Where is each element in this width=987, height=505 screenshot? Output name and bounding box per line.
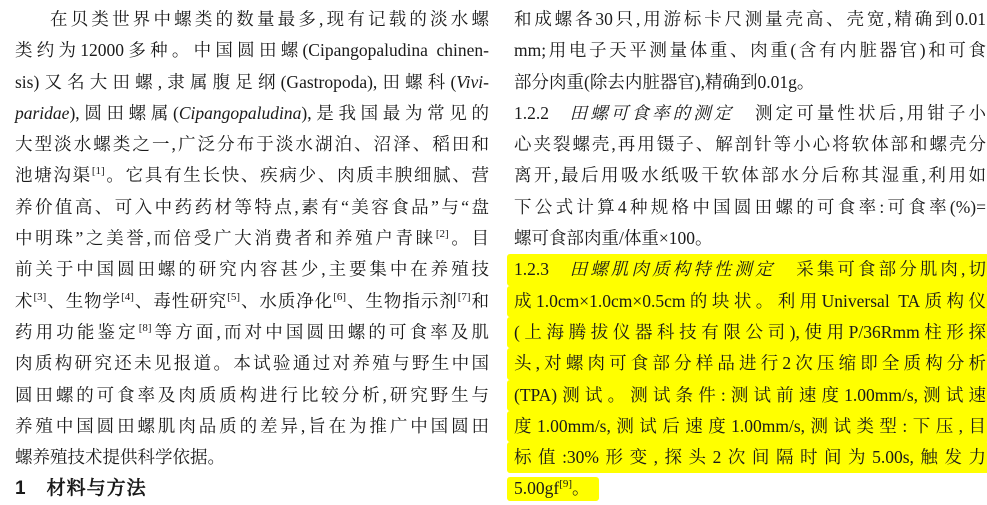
citation-ref: [8] [138,321,152,334]
text-line [514,473,986,504]
text-segment: (TPA)测试。测试条件:测试前速度1.00mm/s,测试速 [514,384,986,405]
highlighted-text [507,477,599,501]
text-line [15,317,489,348]
text-segment: 下公式计算4种规格中国圆田螺的可食率:可食率(%)= [514,196,986,217]
text-segment: 。 [572,478,590,499]
text-segment: 、生物指示剂 [346,290,458,311]
text-line [507,380,987,411]
citation-ref: [1] [91,165,105,178]
text-line [514,129,986,160]
text-segment: 部分肉重(除去内脏器官),精确到0.01g。 [514,71,815,92]
citation-ref: [3] [33,290,47,303]
text-segment: 1.2.3 [514,259,567,280]
text-segment: 采集可食部分肌肉,切 [775,259,987,280]
citation-ref: [5] [227,290,240,303]
text-segment: 术 [15,290,34,311]
text-segment: 大型淡水螺类之一,广泛分布于淡水湖泊、沼泽、稻田和 [15,134,489,155]
text-line [514,35,986,66]
text-segment: 螺可食部肉重/体重×100。 [514,228,713,249]
text-segment: 。目 [448,228,489,249]
text-line [507,411,987,442]
text-segment: 标值:30%形变,探头2次间隔时间为5.00s,触发力 [514,447,986,468]
text-segment: 心夹裂螺壳,再用镊子、解剖针等小心将软体部和螺壳分 [514,134,986,155]
text-segment: 肉质构研究还未见报道。本试验通过对养殖与野生中国 [15,353,489,374]
text-segment: 度1.00mm/s,测试后速度1.00mm/s,测试类型:下压,目 [514,415,986,436]
section-heading [15,473,489,504]
citation-ref: [2] [435,228,449,241]
citation-ref: [7] [457,290,471,303]
text-segment: 5.00gf [514,478,560,499]
text-segment: 养价值高、可入中药药材等特点,素有“美容食品”与“盘 [15,196,489,217]
text-line [507,286,987,317]
text-segment: 、生物学 [46,290,122,311]
text-line [507,442,987,473]
text-line [15,411,489,442]
text-line [15,442,489,473]
subsection-title: 田螺肌肉质构特性测定 [566,259,776,280]
text-segment: 在贝类世界中螺类的数量最多,现有记载的淡水螺 [50,9,489,29]
text-segment: 中明珠”之美誉,而倍受广大消费者和养殖户青睐 [15,228,436,249]
text-line [15,380,489,411]
text-segment: 头,对螺肉可食部分样品进行2次压缩即全质构分析 [514,353,986,374]
text-segment: 离开,最后用吸水纸吸干软体部水分后称其湿重,利用如 [514,165,986,186]
text-line [507,317,987,348]
latin-species-name: paridae [15,102,70,123]
text-segment: 药用功能鉴定 [15,321,139,342]
text-line [514,98,986,129]
text-line [507,348,987,379]
text-segment: 螺养殖技术提供科学依据。 [15,447,225,468]
text-segment: mm;用电子天平测量体重、肉重(含有内脏器官)和可食 [514,40,986,61]
text-line [514,67,986,98]
text-line [514,160,986,191]
latin-species-name: Vivi- [456,71,489,92]
right-column [514,4,986,505]
text-line [514,4,986,35]
text-segment: (上海腾拔仪器科技有限公司),使用P/36Rmm柱形探 [514,321,986,342]
latin-species-name: Cipangopaludina [178,102,302,123]
citation-ref: [6] [333,290,347,303]
citation-ref: [4] [121,290,134,303]
citation-ref: [9] [559,478,573,491]
subsection-title: 田螺可食率的测定 [566,102,735,123]
text-line [15,129,489,160]
text-line [15,98,489,129]
text-segment: 和成螺各30只,用游标卡尺测量壳高、壳宽,精确到0.01 [514,9,986,29]
text-segment: 、水质净化 [239,290,334,311]
text-segment: ),圆田螺属( [69,102,179,123]
text-segment: ),是我国最为常见的 [301,102,490,123]
text-segment: 测定可量性状后,用钳子小 [734,102,987,123]
text-segment: 类约为12000多种。中国圆田螺(Cipangopaludina chinen- [15,40,489,61]
text-segment: 和 [470,290,490,311]
text-segment: 圆田螺的可食率及肉质质构进行比较分析,研究野生与 [15,384,489,405]
text-segment: 成1.0cm×1.0cm×0.5cm的块状。利用Universal TA质构仪 [514,290,986,311]
text-segment: 等方面,而对中国圆田螺的可食率及肌 [151,321,490,342]
text-segment: sis)又名大田螺,隶属腹足纲(Gastropoda),田螺科( [15,71,457,92]
text-line [15,254,489,285]
text-line [15,67,489,98]
text-line [15,35,489,66]
text-line [15,348,489,379]
text-line [15,223,489,254]
left-column [15,4,489,505]
text-line [15,4,489,35]
text-line [514,223,986,254]
text-segment: 池塘沟渠 [15,165,92,186]
section-heading-label: 1 材料与方法 [15,478,147,500]
text-line [514,192,986,223]
text-segment: 前关于中国圆田螺的研究内容甚少,主要集中在养殖技 [15,259,489,280]
text-line [507,254,987,285]
text-segment: 。它具有生长快、疾病少、肉质丰腴细腻、营 [104,165,490,186]
text-segment: 、毒性研究 [133,290,228,311]
text-segment: 养殖中国圆田螺肌肉品质的差异,旨在为推广中国圆田 [15,415,489,436]
text-line [15,192,489,223]
text-segment: 1.2.2 [514,102,567,123]
text-line [15,286,489,317]
text-line [15,160,489,191]
